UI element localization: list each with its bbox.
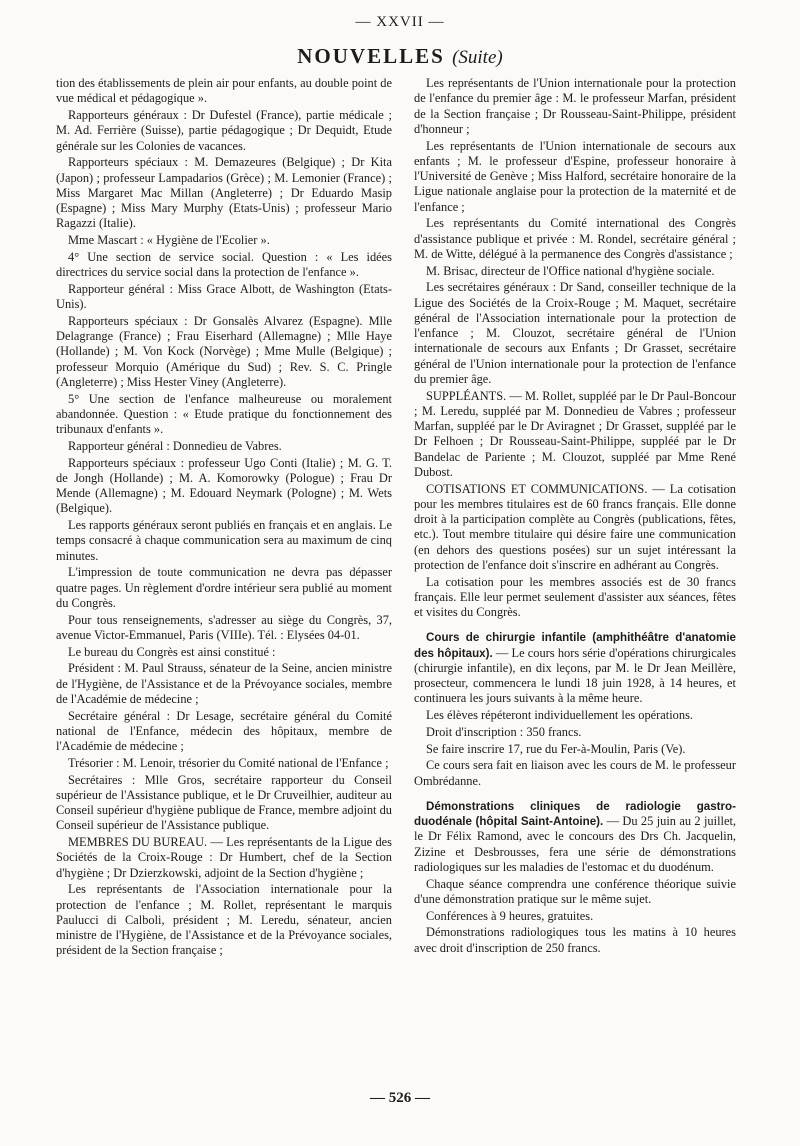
paragraph-text: Conférences à 9 heures, gratuites. (426, 908, 594, 923)
paragraph (414, 708, 736, 723)
paragraph (56, 645, 392, 660)
paragraph-text: Chaque séance comprendra une conférence théorique suivie d'une démonstration pratique sur le même sujet. (414, 876, 736, 906)
paragraph-text: 5° Une section de l'enfance malheureuse ou moralement abandonnée. Question : « Etude pratique du fonctionnement des tribunaux d'enfants ». (56, 391, 392, 436)
section-title: NOUVELLES (297, 44, 445, 68)
left-column (56, 76, 392, 960)
paragraph (56, 565, 392, 611)
paragraph (414, 742, 736, 757)
paragraph (414, 909, 736, 924)
paragraph-heading: Démonstrations cliniques de radiologie gastro-duodénale (hôpital Saint-Antoine). (414, 799, 736, 828)
paragraph-text: Les représentants du Comité international des Congrès d'assistance publique et privée : M. Rondel, secrétaire général ; M. de Witte, délégué à la permanence des Congrès d'assistance ; (414, 216, 736, 261)
paragraph (414, 389, 736, 481)
paragraph-text: Le bureau du Congrès est ainsi constitué : (68, 644, 276, 659)
paragraph-text: Les représentants de l'Union internationale de secours aux enfants ; M. le professeur d'Espine, professeur honoraire à l'Université de Genève ; Miss Halford, secrétaire honoraire de la Ligue nationale anglaise pour la protection de la maternité et de l'enfance ; (414, 138, 736, 214)
paragraph (56, 282, 392, 313)
paragraph (414, 575, 736, 621)
paragraph-text: Démonstrations radiologiques tous les matins à 10 heures avec droit d'inscription de 250 francs. (414, 925, 736, 955)
paragraph (414, 725, 736, 740)
paragraph-text: Rapporteur général : Donnedieu de Vabres. (68, 438, 282, 453)
paragraph (414, 877, 736, 908)
paragraph-text: COTISATIONS ET COMMUNICATIONS. — La cotisation pour les membres titulaires est de 60 francs français. Elle donne droit à la participation complète au Congrès (publications, fêtes, etc.). Tout membre titulaire qui désire faire une communication (en dehors des questions posées) sur un sujet intéressant la protection de l'enfance doit s'inscrire en adhérant au Congrès. (414, 481, 736, 572)
paragraph (56, 392, 392, 438)
paragraph-text: Les rapports généraux seront publiés en français et en anglais. Le temps consacré à chaque communication sera au maximum de cinq minutes. (56, 518, 392, 563)
paragraph-text: SUPPLÉANTS. — M. Rollet, suppléé par le Dr Paul-Boncour ; M. Leredu, suppléé par M. Donnedieu de Vabres ; professeur Marfan, suppléé par le Dr Aviragnet ; Dr Grasset, suppléé par le Dr Felhoen ; Dr Rousseau-Saint-Philippe, suppléé par le Dr Bandelac de Pariente ; M. Clouzot, suppléé par Mme René Dubost. (414, 388, 736, 479)
right-column (414, 76, 736, 957)
paragraph (56, 76, 392, 107)
paragraph-text: tion des établissements de plein air pour enfants, au double point de vue médical et pédagogique ». (56, 76, 392, 106)
page-roman-numeral: — XXVII — (355, 14, 445, 30)
paragraph-heading: Cours de chirurgie infantile (amphithéâtre d'anatomie des hôpitaux). (414, 631, 736, 660)
paragraph-text: Rapporteurs spéciaux : M. Demazeures (Belgique) ; Dr Kita (Japon) ; professeur Lampadarios (Grèce) ; M. Lemonier (France) ; Miss Margaret Mac Millan (Angleterre) ; Dr Eduardo Masip (Espagne) ; Miss Mary Murphy (Etats-Unis) ; professeur Mario Ragazzi (Italie). (56, 155, 392, 231)
paragraph (414, 76, 736, 137)
paragraph (56, 155, 392, 231)
paragraph-text: Rapporteur général : Miss Grace Albott, de Washington (Etats-Unis). (56, 281, 392, 311)
section-subtitle: (Suite) (452, 47, 503, 68)
paragraph (56, 756, 392, 771)
paragraph (414, 264, 736, 279)
paragraph (56, 233, 392, 248)
paragraph-text: — Le cours hors série d'opérations chirurgicales (chirurgie infantile), en dix leçons, par M. le Dr Jean Meillère, prosecteur, commencera le lundi 18 juin 1928, à 14 heures, et continuera les jours suivants à la même heure. (414, 645, 736, 706)
paragraph-text: Rapporteurs spéciaux : Dr Gonsalès Alvarez (Espagne). Mlle Delagrange (France) ; Frau Eiserhard (Allemagne) ; Mlle Haye (Hollande) ; M. Von Kock (Norvège) ; Mme Mulle (Belgique) ; professeur Morquio (Amérique du Sud) ; Rev. S. C. Pringle (Angleterre) ; Miss Hester Viney (Angleterre). (56, 313, 392, 389)
paragraph-text: Président : M. Paul Strauss, sénateur de la Seine, ancien ministre de l'Hygiène, de l'Assistance et de la Prévoyance sociales, membre de l'Académie de médecine ; (56, 661, 392, 706)
page-number: — 526 — (370, 1090, 430, 1106)
paragraph-text: Trésorier : M. Lenoir, trésorier du Comité national de l'Enfance ; (68, 755, 389, 770)
paragraph-text: Les élèves répéteront individuellement les opérations. (426, 708, 693, 722)
paragraph (56, 882, 392, 958)
paragraph (414, 280, 736, 387)
paragraph-text: Ce cours sera fait en liaison avec les cours de M. le professeur Ombrédanne. (414, 758, 736, 788)
paragraph-text: Rapporteurs généraux : Dr Dufestel (France), partie médicale ; M. Ad. Ferrière (Suisse), partie pédagogique ; Dr Dequidt, Etude générale sur les Colonies de vacances. (56, 108, 392, 153)
paragraph-text: Mme Mascart : « Hygiène de l'Ecolier ». (68, 233, 270, 247)
paragraph (414, 758, 736, 789)
paragraph-text: Secrétaire général : Dr Lesage, secrétaire général du Comité national de l'Enfance, médecin des hôpitaux, membre de l'Académie de médecine ; (56, 708, 392, 753)
paragraph (414, 630, 736, 706)
paragraph-text: Secrétaires : Mlle Gros, secrétaire rapporteur du Conseil supérieur de l'Assistance publique, et le Dr Cruveilhier, auditeur au Conseil supérieur d'hygiène publique de France, membre adjoint du Conseil supérieur de l'Assistance publique. (56, 772, 392, 833)
paragraph-text: — Du 25 juin au 2 juillet, le Dr Félix Ramond, avec le concours des Drs Ch. Jacquelin, Zizine et Desbrousses, fera une série de démonstrations radiologiques sur les maladies de l'estomac et du duodénum. (414, 814, 736, 874)
paragraph-text: La cotisation pour les membres associés est de 30 francs français. Elle leur permet seulement d'assister aux séances, fêtes et visites du Congrès. (414, 574, 736, 619)
paragraph (56, 709, 392, 755)
paragraph-text: Droit d'inscription : 350 francs. (426, 724, 582, 739)
paragraph-text: 4° Une section de service social. Question : « Les idées directrices du service social dans la protection de l'enfance ». (56, 249, 392, 279)
paragraph (56, 773, 392, 834)
paragraph-text: Les représentants de l'Union internationale pour la protection de l'enfance du premier âge : M. le professeur Marfan, président de la Section française ; Dr Rousseau-Saint-Philippe, président d'honneur ; (414, 76, 736, 136)
section-heading (0, 44, 800, 69)
paragraph (414, 799, 736, 875)
paragraph (414, 482, 736, 574)
paragraph (56, 108, 392, 154)
paragraph (56, 439, 392, 454)
paragraph-text: M. Brisac, directeur de l'Office national d'hygiène sociale. (426, 263, 715, 278)
paragraph (414, 216, 736, 262)
paragraph (56, 835, 392, 881)
paragraph-text: Pour tous renseignements, s'adresser au siège du Congrès, 37, avenue Victor-Emmanuel, Paris (VIIIe). Tél. : Elysées 04-01. (56, 612, 392, 642)
paragraph (56, 613, 392, 644)
paragraph-text: Rapporteurs spéciaux : professeur Ugo Conti (Italie) ; M. G. T. de Jongh (Hollande) ; M. A. Komorowky (Pologue) ; Frau Dr Mende (Allemagne) ; M. Edouard Neymark (Pologne) ; M. Wets (Belgique). (56, 455, 392, 516)
paragraph-text: Les représentants de l'Association internationale pour la protection de l'enfance ; M. Rollet, représentant le marquis Paulucci di Calboli, président ; M. Leredu, sénateur, ancien ministre de l'Hygiène, de l'Assistance et de la Prévoyance sociales, président de la Section française ; (56, 882, 392, 958)
paragraph (414, 925, 736, 956)
paragraph-text: Les secrétaires généraux : Dr Sand, conseiller technique de la Ligue des Sociétés de la Croix-Rouge ; M. Maquet, secrétaire général de l'Association internationale pour la protection de l'enfance ; M. Clouzot, secrétaire général de l'Union internationale de secours aux Enfants ; Dr Grasset, secrétaire général de l'Union internationale pour la protection de l'enfance du premier âge. (414, 280, 736, 386)
paragraph (56, 661, 392, 707)
paragraph (56, 518, 392, 564)
paragraph (56, 456, 392, 517)
paragraph (56, 250, 392, 281)
paragraph-text: L'impression de toute communication ne devra pas dépasser quatre pages. Un règlement d'ordre intérieur sera publié au moment du Congrès. (56, 565, 392, 610)
paragraph (56, 314, 392, 390)
paragraph (414, 139, 736, 215)
paragraph-text: MEMBRES DU BUREAU. — Les représentants de la Ligue des Sociétés de la Croix-Rouge : Dr Humbert, chef de la Section d'hygiène ; Dr Dzierzkowski, adjoint de la Section d'hygiène ; (56, 835, 392, 880)
paragraph-text: Se faire inscrire 17, rue du Fer-à-Moulin, Paris (Ve). (426, 741, 686, 756)
